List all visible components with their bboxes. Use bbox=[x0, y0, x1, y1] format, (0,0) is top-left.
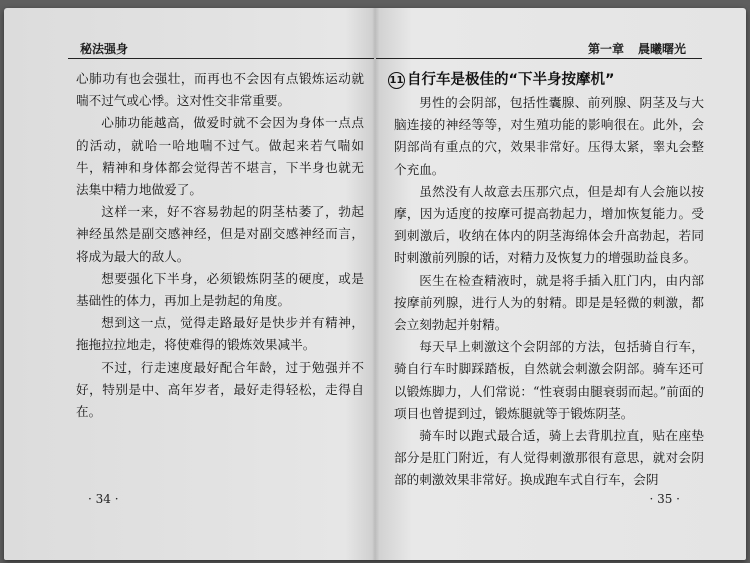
paragraph: 每天早上刺激这个会阴部的方法，包括骑自行车，骑自行车时脚踩踏板，自然就会刺激会阴部。骑车还可以锻炼脚力，人们常说：“性衰弱由腿衰弱而起。”前面的项目也曾提到过，锻炼腿就等于锻炼阴茎。 bbox=[394, 339, 704, 421]
chapter-label: 第一章 bbox=[587, 42, 624, 56]
chapter-title: 晨曦曙光 bbox=[637, 42, 686, 56]
left-page bbox=[4, 8, 374, 560]
paragraph: 这样一来，好不容易勃起的阴茎枯萎了，勃起神经虽然是副交感神经，但是对副交感神经而言，将成为最大的敌人。 bbox=[76, 204, 364, 264]
header-rule-right bbox=[376, 58, 702, 59]
left-page-body bbox=[76, 68, 364, 423]
paragraph: 心肺功有也会强壮，而再也不会因有点锻炼运动就喘不过气或心悸。这对性交非常重要。 bbox=[76, 71, 364, 109]
paragraph: 虽然没有人故意去压那穴点，但是却有人会施以按摩，因为适度的按摩可提高勃起力，增加恢复能力。受到刺激后，收纳在体内的阴茎海绵体会升高勃起，若同时刺激前列腺的话，对精力及恢复力的增强助益良多。 bbox=[394, 183, 704, 266]
paragraph: 心肺功能越高，做爱时就不会因为身体一点点的活动，就哈一哈地喘不过气。做起来若气喘如牛，精神和身体都会觉得苦不堪言，下半身也就无法集中精力地做爱了。 bbox=[76, 115, 364, 198]
paragraph: 男性的会阴部，包括性囊腺、前列腺、阴茎及与大脑连接的神经等等，对生殖功能的影响很在。此外，会阴部尚有重点的穴，效果非常好。压得太紧，睾丸会整个充血。 bbox=[394, 95, 704, 177]
header-rule-left bbox=[68, 58, 374, 59]
book-spread bbox=[4, 8, 746, 560]
right-page-body bbox=[389, 68, 704, 492]
paragraph: 骑车时以跑式最合适，骑上去背肌拉直，贴在座垫部分是肛门附近，有人觉得刺激那很有意思，就对会阴部的刺激效果非常好。换成跑车式自行车，会阴 bbox=[394, 428, 704, 488]
paragraph: 医生在检查精液时，就是将手插入肛门内，由内部按摩前列腺，进行人为的射精。即是是轻微的刺激，都会立刻勃起并射精。 bbox=[394, 272, 704, 333]
page-number-left: · 34 · bbox=[88, 492, 119, 506]
section-title: 自行车是极佳的“下半身按摩机” bbox=[407, 72, 615, 88]
section-number-badge: 11 bbox=[388, 72, 405, 89]
running-header-right bbox=[588, 40, 686, 57]
paragraph: 想到这一点，觉得走路最好是快步并有精神，拖拖拉拉地走，将使难得的锻炼效果减半。 bbox=[76, 315, 364, 353]
paragraph: 想要强化下半身，必须锻炼阴茎的硬度，或是基础性的体力，再加上是勃起的角度。 bbox=[76, 270, 364, 309]
page-number-right: · 35 · bbox=[649, 492, 680, 506]
right-page bbox=[376, 8, 746, 560]
running-header-left: 秘法强身 bbox=[80, 42, 129, 56]
section-heading bbox=[388, 68, 704, 92]
paragraph: 不过，行走速度最好配合年龄，过于勉强并不好，特别是中、高年岁者，最好走得轻松，走得自在。 bbox=[76, 359, 364, 420]
